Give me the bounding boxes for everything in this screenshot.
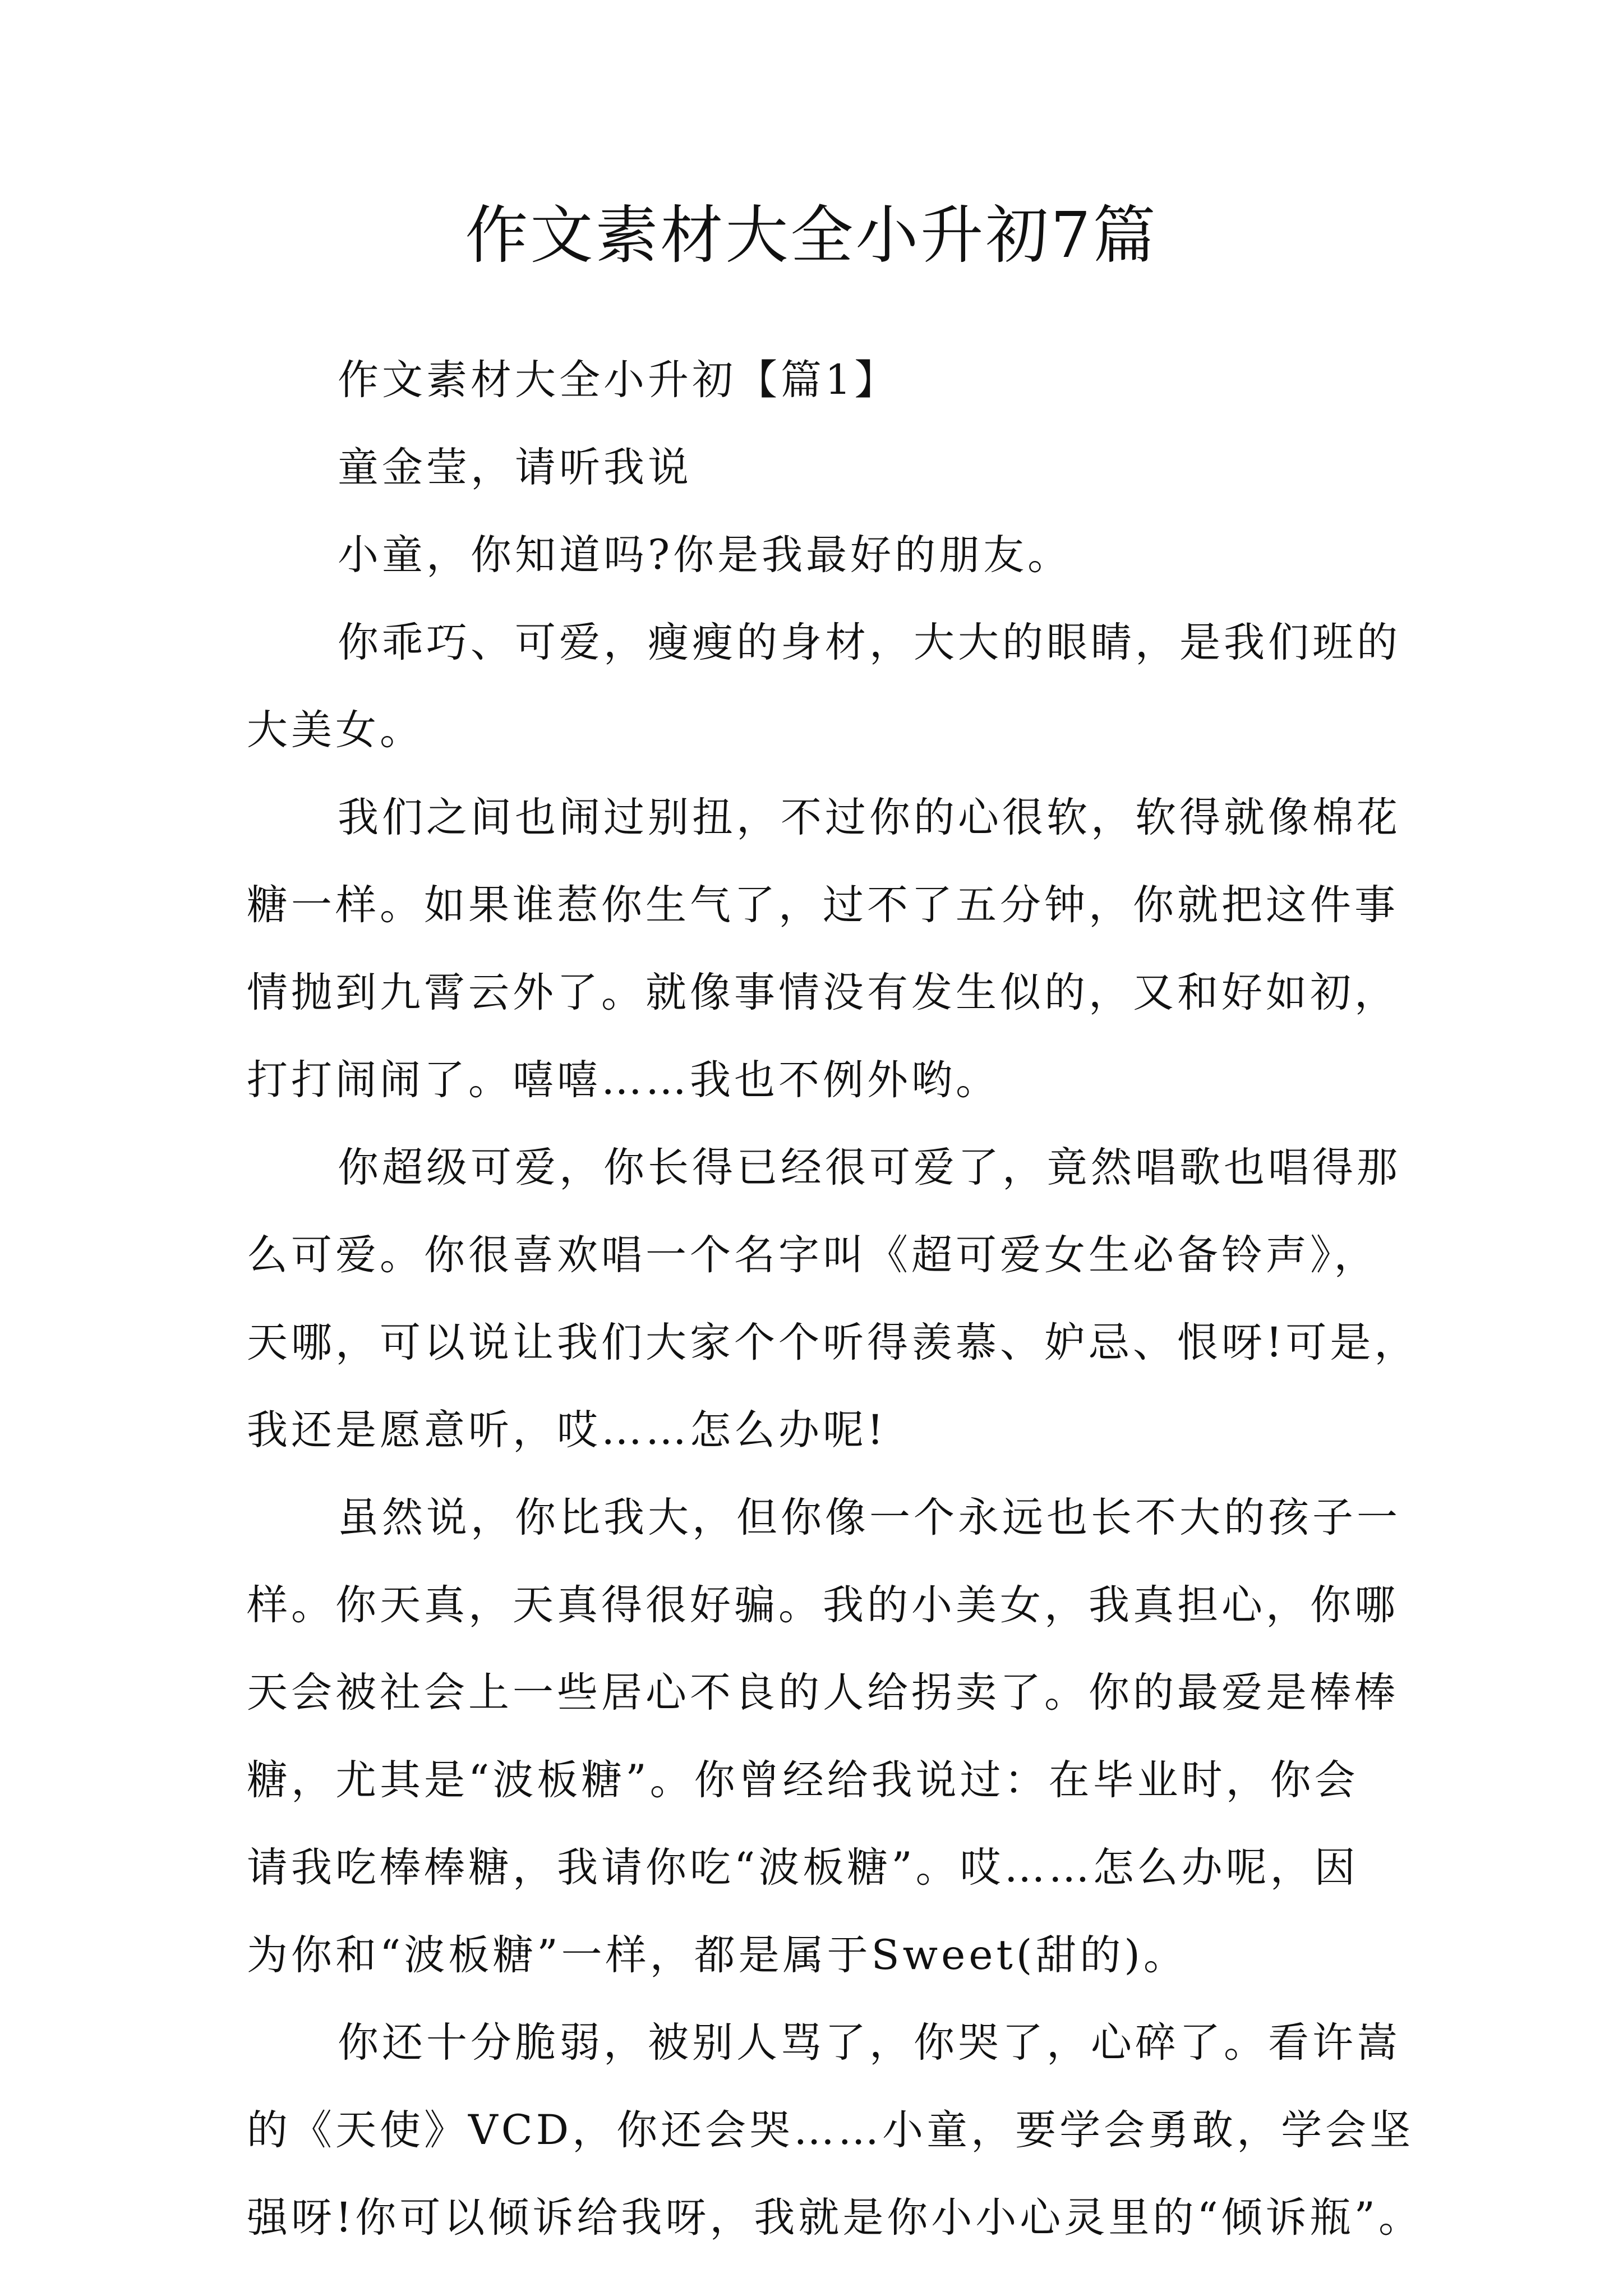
text-line: 我还是愿意听，哎……怎么办呢! [247, 1406, 887, 1454]
text-line: 你超级可爱，你长得已经很可爱了，竟然唱歌也唱得那 [338, 1144, 1401, 1191]
text-line: 天哪，可以说让我们大家个个听得羡慕、妒忌、恨呀!可是， [247, 1319, 1419, 1366]
text-line: 你还十分脆弱，被别人骂了，你哭了，心碎了。看许嵩 [338, 2019, 1401, 2067]
text-line: 天会被社会上一些居心不良的人给拐卖了。你的最爱是棒棒 [247, 1669, 1399, 1717]
text-line: 情抛到九霄云外了。就像事情没有发生似的，又和好如初， [247, 969, 1399, 1016]
text-line: 打打闹闹了。嘻嘻……我也不例外哟。 [247, 1056, 1000, 1104]
text-line: 作文素材大全小升初【篇1】 [338, 356, 899, 404]
document-title: 作文素材大全小升初7篇 [465, 199, 1158, 272]
text-line: 为你和“波板糖”一样，都是属于Sweet(甜的)。 [247, 1931, 1188, 1979]
text-line: 糖，尤其是“波板糖”。你曾经给我说过：在毕业时，你会 [247, 1756, 1359, 1804]
text-line: 样。你天真，天真得很好骗。我的小美女，我真担心，你哪 [247, 1581, 1399, 1629]
text-line: 强呀!你可以倾诉给我呀，我就是你小小心灵里的“倾诉瓶”。 [247, 2194, 1423, 2242]
text-line: 你乖巧、可爱，瘦瘦的身材，大大的眼睛，是我们班的 [338, 619, 1401, 666]
text-line: 我们之间也闹过别扭，不过你的心很软，软得就像棉花 [338, 794, 1401, 841]
text-line: 么可爱。你很喜欢唱一个名字叫《超可爱女生必备铃声》， [247, 1231, 1378, 1279]
text-line: 糖一样。如果谁惹你生气了，过不了五分钟，你就把这件事 [247, 881, 1399, 929]
text-line: 大美女。 [247, 706, 424, 754]
text-line: 请我吃棒棒糖，我请你吃“波板糖”。哎……怎么办呢，因 [247, 1844, 1359, 1892]
document-body [247, 337, 1436, 2262]
text-line: 虽然说，你比我大，但你像一个永远也长不大的孩子一 [338, 1494, 1401, 1542]
text-line: 童金莹，请听我说 [338, 444, 692, 491]
text-line: 的《天使》VCD，你还会哭……小童，要学会勇敢，学会坚 [247, 2106, 1414, 2154]
text-line: 小童，你知道吗?你是我最好的朋友。 [338, 531, 1072, 579]
